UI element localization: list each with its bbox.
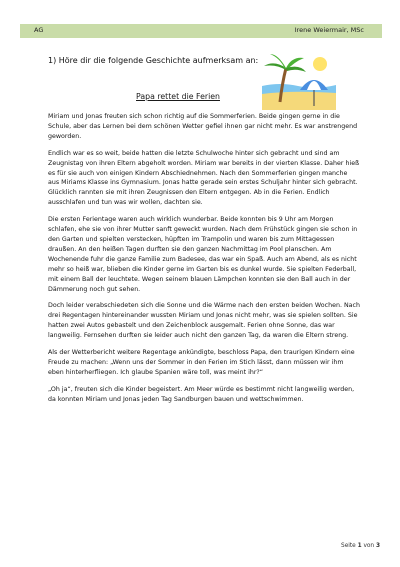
story-paragraph-3: Die ersten Ferientage waren auch wirklich wunderbar. Beide konnten bis 9 Uhr am Morgen schlafen, ehe sie von ihrer Mutter sanft geweckt wurden. Nach dem Frühstück gingen sie schon in den Garten und spielten verstecken, hüpften im Trampolin und waren bis zum Mittagessen draußen. An den heißen Tagen durften sie den ganzen Nachmittag im Pool planschen. Am Wochenende fuhr die ganze Familie zum Badesee, das war ein Spaß. Auch am Abend, als es nicht mehr so heiß war, blieben die Kinder gerne im Garten bis es dunkel wurde. Sie spielten Federball, mit einem Ball der leuchtete. Wegen seinem blauen Lämpchen konnten sie den Ball auch in der Dämmerung noch gut sehen. bbox=[48, 216, 358, 293]
story-text bbox=[48, 112, 360, 412]
task-instruction: 1) Höre dir die folgende Geschichte aufmerksam an: bbox=[48, 56, 259, 65]
story-paragraph-5: Als der Wetterbericht weitere Regentage ankündigte, beschloss Papa, den traurigen Kindern eine Freude zu machen: „Wenn uns der Sommer in den Ferien im Stich lässt, dann müssen wir ihm eben hinterherfliegen. Ich glaube Spanien wäre toll, was meint ihr?“ bbox=[48, 349, 355, 376]
story-paragraph-4: Doch leider verabschiedeten sich die Sonne und die Wärme nach den ersten beiden Wochen. Nach drei Regentagen hintereinander wussten Miriam und Jonas nicht mehr, was sie spielen sollten. Sie hatten zwei Autos gebastelt und den Zeichenblock ausgemalt. Ferien ohne Sonne, das war langweilig. Fernsehen durften sie leider auch nicht den ganzen Tag, da waren die Eltern streng. bbox=[48, 302, 360, 340]
page-number bbox=[341, 543, 380, 549]
header-bar bbox=[20, 24, 382, 38]
header-class: AG bbox=[34, 26, 44, 34]
story-paragraph-1: Miriam und Jonas freuten sich schon richtig auf die Sommerferien. Beide gingen gerne in die Schule, aber das Lernen bei dem schönen Wetter gefiel ihnen gar nicht mehr. Es war anstrengend geworden. bbox=[48, 113, 358, 140]
total-pages: 3 bbox=[375, 543, 380, 549]
page-of-label: von bbox=[363, 543, 375, 549]
page-label: Seite bbox=[341, 543, 356, 549]
story-title: Papa rettet die Ferien bbox=[136, 92, 220, 101]
beach-umbrella-palm-icon bbox=[262, 50, 336, 110]
story-paragraph-2: Endlich war es so weit, beide hatten die letzte Schulwoche hinter sich gebracht und sind am Zeugnistag von ihren Eltern abgeholt worden. Miriam war bereits in der vierten Klasse. Daher hieß es für sie auch von einigen Kindern Abschiednehmen. Nach den Sommerferien gingen manche aus Miriams Klasse ins Gymnasium. Jonas hatte gerade sein erstes Schuljahr hinter sich gebracht. Glücklich rannten sie mit ihren Zeugnissen den Eltern entgegen. Ab in die Ferien. Endlich ausschlafen und tun was wir wollen, dachten sie. bbox=[48, 149, 360, 207]
story-paragraph-6: „Oh ja“, freuten sich die Kinder begeistert. Am Meer würde es bestimmt nicht langweilig werden, da konnten Miriam und Jonas jeden Tag Sandburgen bauen und wettschwimmen. bbox=[48, 385, 355, 403]
header-author: Irene Weiermair, MSc bbox=[294, 26, 364, 34]
current-page: 1 bbox=[357, 543, 362, 549]
